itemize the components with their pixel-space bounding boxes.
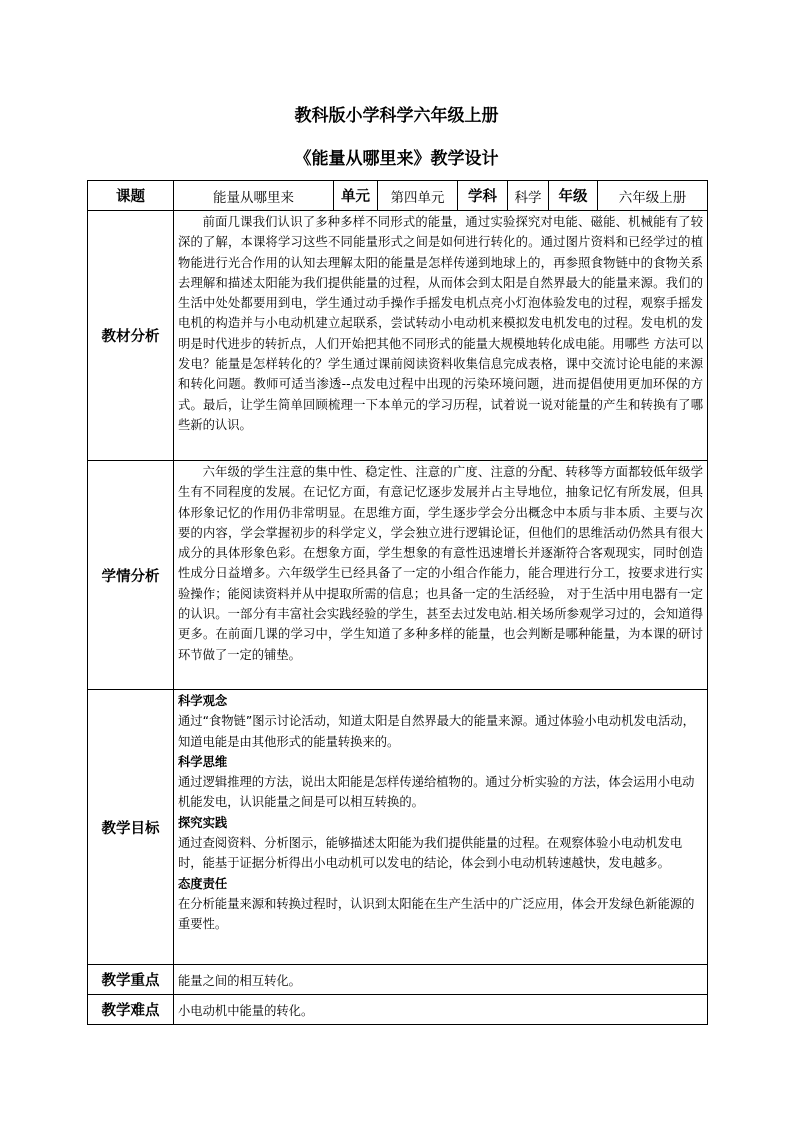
student-analysis-text: 六年级的学生注意的集中性、稳定性、注意的广度、注意的分配、转移等方面都较低年级学生有不同程度的发展。在记忆方面，有意记忆逐步发展并占主导地位，抽象记忆有所发展，但具体形象记忆的作用仍非常明显。在思维方面，学生逐步学会分出概念中本质与非本质、主要与次要的内容，学会掌握初步的科学定义，学会独立进行逻辑论证，但他们的思维活动仍然具有很大成分的具体形象色彩。在想象方面，学生想象的有意性迅速增长并逐渐符合客观现实，同时创造性成分日益增多。六年级学生已经具备了一定的小组合作能力，能合理进行分工，按要求进行实验操作；能阅读资料并从中提取所需的信息；也具备一定的生活经验， 对于生活中用电器有一定的认识。一部分有丰富社会实践经验的学生，甚至去过发电站.相关场所参观学习过的，会知道得更多。在前面几课的学习中，学生知道了多种多样的能量，也会判断是哪种能量，为本课的研讨环节做了一定的铺垫。 xyxy=(174,461,708,690)
unit-value: 第四单元 xyxy=(378,181,458,211)
teaching-objectives-content xyxy=(174,690,708,965)
objective-text-practice: 通过查阅资料、分析图示，能够描述太阳能为我们提供能量的过程。在观察体验小电动机发电时，能基于证据分析得出小电动机可以发电的结论，体会到小电动机转速越快，发电越多。 xyxy=(178,836,683,871)
key-point-row xyxy=(88,965,708,995)
objective-title-concept: 科学观念 xyxy=(178,694,228,708)
lesson-plan-table xyxy=(87,180,708,1025)
grade-value: 六年级上册 xyxy=(598,181,708,211)
document-title: 教科版小学科学六年级上册 xyxy=(294,106,499,126)
difficult-point-text: 小电动机中能量的转化。 xyxy=(174,995,708,1025)
material-analysis-row xyxy=(88,211,708,461)
objective-text-concept: 通过“食物链”图示讨论活动，知道太阳是自然界最大的能量来源。通过体验小电动机发电活动，知道电能是由其他形式的能量转换来的。 xyxy=(178,714,695,749)
material-analysis-label: 教材分析 xyxy=(88,211,174,461)
teaching-objectives-row xyxy=(88,690,708,965)
document-subtitle: 《能量从哪里来》教学设计 xyxy=(294,149,499,169)
difficult-point-row xyxy=(88,995,708,1025)
course-value: 能量从哪里来 xyxy=(174,181,334,211)
material-analysis-text: 前面几课我们认识了多种多样不同形式的能量，通过实验探究对电能、磁能、机械能有了较深的了解，本课将学习这些不同能量形式之间是如何进行转化的。通过图片资料和已经学过的植物能进行光合作用的认知去理解太阳的能量是怎样传递到地球上的，再参照食物链中的食物关系去理解和描述太阳能为我们提供能量的过程，从而体会到太阳是自然界最大的能量来源。我们的生活中处处都要用到电，学生通过动手操作手摇发电机点亮小灯泡体验发电的过程，观察手摇发电机的构造并与小电动机建立起联系，尝试转动小电动机来模拟发电机发电的过程。发电机的发明是时代进步的转折点，人们开始把其他不同形式的能量大规模地转化成电能。用哪些 方法可以发电？能量是怎样转化的？学生通过课前阅读资料收集信息完成表格，课中交流讨论电能的来源和转化问题。教师可适当渗透--点发电过程中出现的污染环境问题，进而提倡使用更加环保的方式。最后，让学生简单回顾梳理一下本单元的学习历程，试着说一说对能量的产生和转换有了哪些新的认识。 xyxy=(174,211,708,461)
objective-text-thinking: 通过逻辑推理的方法，说出太阳能是怎样传递给植物的。通过分析实验的方法，体会运用小电动机能发电，认识能量之间是可以相互转换的。 xyxy=(178,775,695,810)
course-label: 课题 xyxy=(88,181,174,211)
student-analysis-label: 学情分析 xyxy=(88,461,174,690)
teaching-objectives-label: 教学目标 xyxy=(88,690,174,965)
subject-value: 科学 xyxy=(508,181,549,211)
key-point-label: 教学重点 xyxy=(88,965,174,995)
header-row xyxy=(88,181,708,211)
objective-title-attitude: 态度责任 xyxy=(178,876,228,891)
subject-label: 学科 xyxy=(458,181,508,211)
objective-text-attitude: 在分析能量来源和转换过程时，认识到太阳能在生产生活中的广泛应用，体会开发绿色新能源的重要性。 xyxy=(178,896,695,932)
objective-title-thinking: 科学思维 xyxy=(178,754,228,769)
objective-title-practice: 探究实践 xyxy=(178,815,228,830)
unit-label: 单元 xyxy=(334,181,378,211)
student-analysis-row xyxy=(88,461,708,690)
difficult-point-label: 教学难点 xyxy=(88,995,174,1025)
key-point-text: 能量之间的相互转化。 xyxy=(174,965,708,995)
grade-label: 年级 xyxy=(549,181,598,211)
